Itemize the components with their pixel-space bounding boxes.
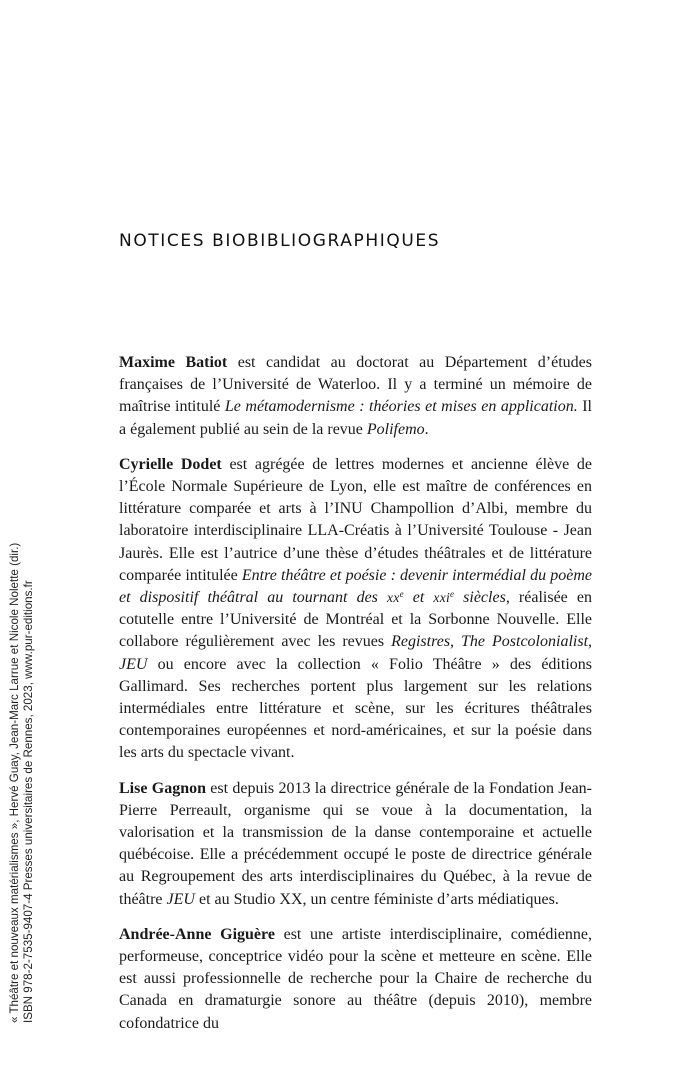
notice-text: est une artiste interdisciplinaire, comédienne, performeuse, conceptrice vidéo pour la scène et metteure en scène. Elle est aussi professionnelle de recherche pour la Chaire de recherche du Canada en dramaturgie sonore au théâtre (depuis 2010), membre cofondatrice du [119, 925, 592, 1032]
journal-title: The Postcolonialist [461, 633, 589, 651]
notice-text: . [424, 420, 429, 438]
notice-lise-gagnon [119, 778, 592, 911]
journal-title: JEU [166, 890, 195, 908]
century-numeral: xx [387, 590, 400, 606]
side-credit-line-2: ISBN 978-2-7535-9407-4 Presses universitaires de Rennes, 2023, www.pur-editions.fr [22, 580, 35, 1023]
journal-title: JEU [119, 655, 148, 673]
superscript: e [399, 589, 404, 600]
notice-text: est agrégée de lettres modernes et ancienne élève de l’École Normale Supérieure de Lyon, elle est maître de conférences en littérature comparée et arts à l’INU Champollion d’Albi, membre du laboratoire interdisciplinaire LLA-Créatis à l’Université Toulouse - Jean Jaurès. Elle est l’autrice d’une thèse d’études théâtrales et de littérature comparée intitulée [119, 455, 593, 584]
notice-maxime-batiot [119, 352, 592, 441]
notice-andree-anne-giguere [119, 924, 592, 1035]
notice-text: ou encore avec la collection « Folio Théâtre » des éditions Gallimard. Ses recherches portent plus largement sur les relations intermédiales entre littérature et scène, sur les écritures théâtrales contemporaines européennes et nord-américaines, et sur la poésie dans les arts du spectacle vivant. [119, 655, 592, 762]
thesis-title-text: Entre théâtre et poésie : devenir intermédial du poème et dispositif théâtral au tournant des [119, 566, 592, 607]
separator: , [450, 633, 462, 651]
notice-text: est candidat au doctorat au Département d’études françaises de l’Université de Waterloo. Il y a terminé un mémoire de maîtrise intitulé [119, 354, 593, 416]
notice-text: , réalisée en cotutelle entre l’Université de Montréal et la Sorbonne Nouvelle. Elle collabore régulièrement avec les revues [119, 589, 592, 651]
notice-text: Il a également publié au sein de la revue [119, 398, 592, 438]
journal-title: Polifemo [366, 420, 425, 438]
author-name: Lise Gagnon [119, 779, 206, 797]
separator: , [588, 633, 593, 651]
notice-text: et au Studio XX, un centre féministe d’arts médiatiques. [194, 890, 559, 908]
page-heading: NOTICES BIOBIBLIOGRAPHIQUES [119, 231, 441, 251]
work-title: Le métamodernisme : théories et mises en application. [224, 398, 578, 416]
side-credit [8, 483, 36, 1023]
side-credit-line-1: « Théâtre et nouveaux matérialismes », Hervé Guay, Jean-Marc Larrue et Nicole Nolette (dir.) [8, 542, 21, 1023]
century-numeral: xxi [433, 590, 451, 606]
thesis-title-text: siècles [454, 589, 506, 607]
journal-title: Registres [391, 633, 451, 651]
notice-text: est depuis 2013 la directrice générale de la Fondation Jean-Pierre Perreault, organisme qui se voue à la documentation, la valorisation et la transmission de la danse contemporaine et actuelle québécoise. Elle a précédemment occupé le poste de directrice générale au Regroupement des arts interdisciplinaires du Québec, à la revue de théâtre [119, 779, 593, 908]
notices-body [119, 352, 592, 1048]
author-name: Cyrielle Dodet [119, 455, 222, 473]
thesis-title-text: et [403, 589, 434, 607]
notice-cyrielle-dodet [119, 454, 592, 765]
author-name: Andrée-Anne Giguère [119, 925, 275, 943]
author-name: Maxime Batiot [119, 354, 228, 371]
superscript: e [450, 589, 455, 600]
